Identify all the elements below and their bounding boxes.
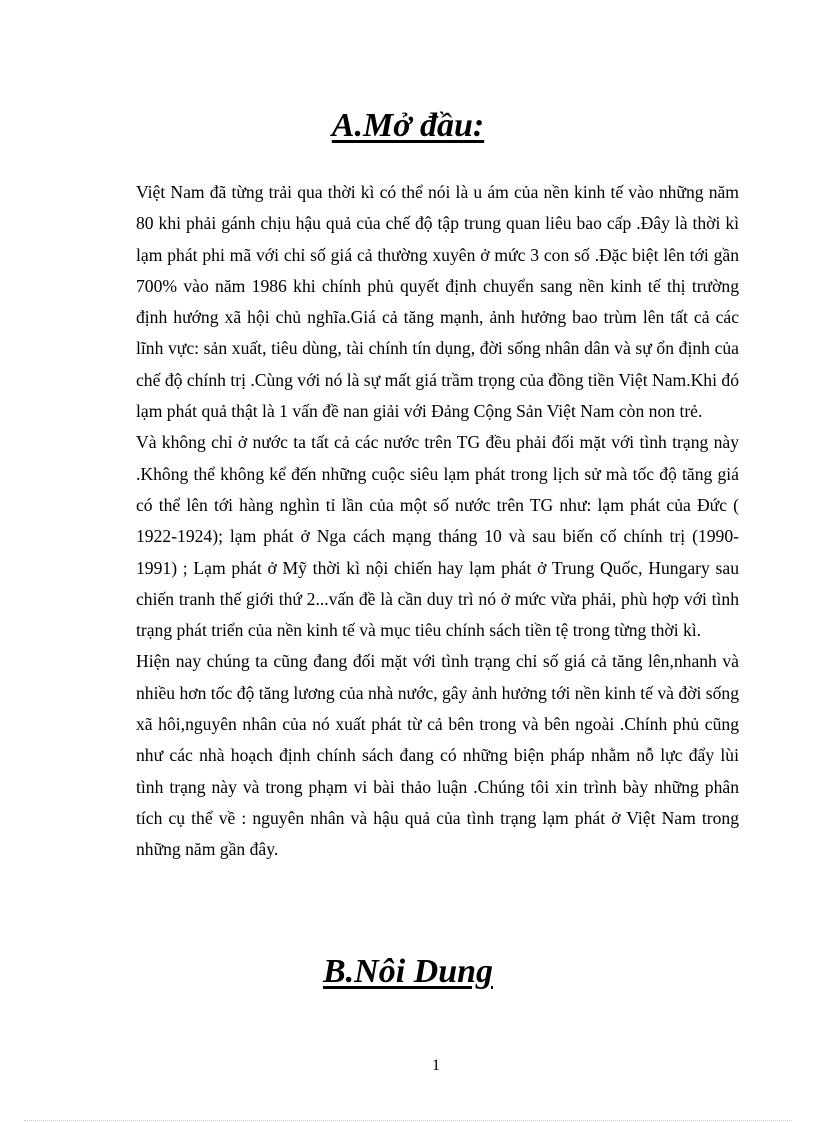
page-bottom-divider [24, 1120, 792, 1121]
paragraph-2: Và không chỉ ở nước ta tất cả các nước trên TG đều phải đối mặt với tình trạng này .Không thể không kể đến những cuộc siêu lạm phát trong lịch sử mà tốc độ tăng giá có thể lên tới hàng nghìn tỉ lần của một số nước trên TG như: lạm phát của Đức ( 1922-1924); lạm phát ở Nga cách mạng tháng 10 và sau biến cố chính trị (1990-1991) ; Lạm phát ở Mỹ thời kì nội chiến hay lạm phát ở Trung Quốc, Hungary sau chiến tranh thế giới thứ 2...vấn đề là cần duy trì nó ở mức vừa phải, phù hợp với tình trạng phát triển của nền kinh tế và mục tiêu chính sách tiền tệ trong từng thời kì. [136, 432, 739, 641]
paragraph-1: Việt Nam đã từng trải qua thời kì có thể nói là u ám của nền kinh tế vào những năm 80 khi phải gánh chịu hậu quả của chế độ tập trung quan liêu bao cấp .Đây là thời kì lạm phát phi mã với chỉ số giá cả thường xuyên ở mức 3 con số .Đặc biệt lên tới gần 700% vào năm 1986 khi chính phủ quyết định chuyển sang nền kinh tế thị trường định hướng xã hội chủ nghĩa.Giá cả tăng mạnh, ảnh hưởng bao trùm lên tất cả các lĩnh vực: sản xuất, tiêu dùng, tài chính tín dụng, đời sống nhân dân và sự ổn định của chế độ chính trị .Cùng với nó là sự mất giá trầm trọng của đồng tiền Việt Nam.Khi đó lạm phát quả thật là 1 vấn đề nan giải với Đảng Cộng Sản Việt Nam còn non trẻ. [136, 182, 739, 422]
paragraph-3: Hiện nay chúng ta cũng đang đối mặt với tình trạng chỉ số giá cả tăng lên,nhanh và nhiều hơn tốc độ tăng lương của nhà nước, gây ảnh hưởng tới nền kinh tế và đời sống xã hôi,nguyên nhân của nó xuất phát từ cả bên trong và bên ngoài .Chính phủ cũng như các nhà hoạch định chính sách đang có những biện pháp nhằm nỗ lực đẩy lùi tình trạng này và trong phạm vi bài thảo luận .Chúng tôi xin trình bày những phân tích cụ thể về : nguyên nhân và hậu quả của tình trạng lạm phát ở Việt Nam trong những năm gần đây. [136, 651, 739, 860]
intro-heading: A.Mở đầu: [331, 107, 485, 144]
page-number: 1 [432, 1057, 440, 1074]
content-heading: B.Nôi Dung [322, 953, 494, 990]
body-text [136, 177, 739, 866]
